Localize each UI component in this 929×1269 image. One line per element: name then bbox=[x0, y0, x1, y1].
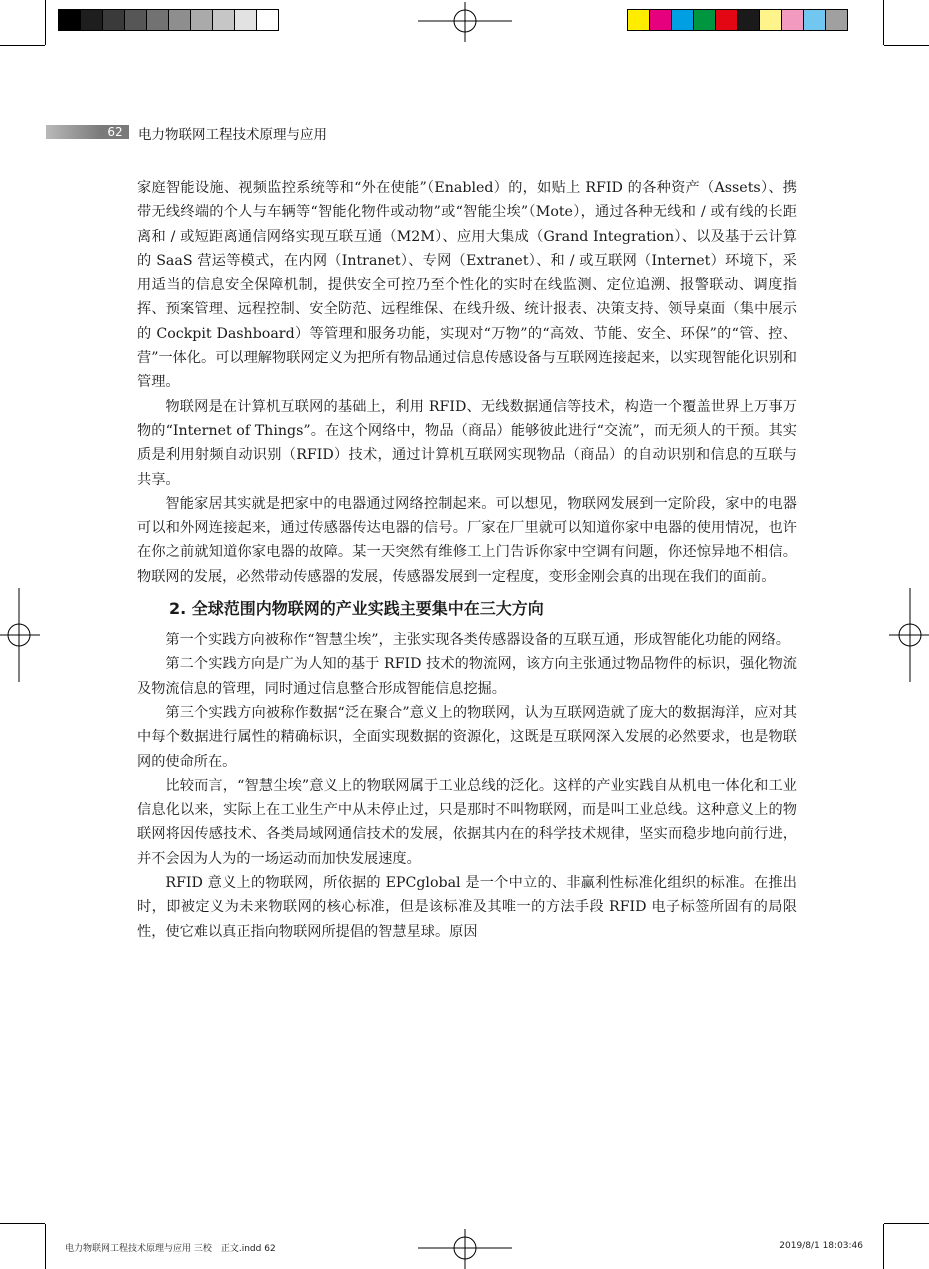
gray-swatch-6 bbox=[168, 9, 191, 31]
page-number: 62 bbox=[101, 125, 129, 139]
color-swatch-4 bbox=[693, 9, 716, 31]
gray-swatch-1 bbox=[58, 9, 81, 31]
color-swatch-6 bbox=[737, 9, 760, 31]
footer-timestamp: 2019/8/1 18:03:46 bbox=[779, 1241, 863, 1251]
color-swatch-2 bbox=[649, 9, 672, 31]
registration-mark-left bbox=[0, 588, 40, 682]
paragraph-7: 比较而言，“智慧尘埃”意义上的物联网属于工业总线的泛化。这样的产业实践自从机电一体化和工业信息化以来，实际上在工业生产中从未停止过，只是那时不叫物联网，而是叫工业总线。这种意义上的物联网将因传感技术、各类局域网通信技术的发展，依据其内在的科学技术规律，坚实而稳步地向前行进，并不会因为人为的一场运动而加快发展速度。 bbox=[137, 777, 797, 867]
gray-swatch-10 bbox=[256, 9, 279, 31]
color-swatch-1 bbox=[627, 9, 650, 31]
page-body bbox=[137, 176, 797, 944]
paragraph-4: 第一个实践方向被称作“智慧尘埃”，主张实现各类传感器设备的互联互通，形成智能化功能的网络。 bbox=[165, 632, 790, 649]
registration-mark-bottom bbox=[418, 1229, 512, 1269]
grayscale-calibration-bar bbox=[58, 9, 278, 31]
color-calibration-bar bbox=[627, 9, 847, 31]
color-swatch-9 bbox=[803, 9, 826, 31]
paragraph-3: 智能家居其实就是把家中的电器通过网络控制起来。可以想见，物联网发展到一定阶段，家中的电器可以和外网连接起来，通过传感器传达电器的信号。厂家在厂里就可以知道你家中电器的使用情况，也许在你之前就知道你家电器的故障。某一天突然有维修工上门告诉你家中空调有问题，你还惊异地不相信。物联网的发展，必然带动传感器的发展，传感器发展到一定程度，变形金刚会真的出现在我们的面前。 bbox=[137, 495, 797, 585]
paragraph-8: RFID 意义上的物联网，所依据的 EPCglobal 是一个中立的、非赢利性标准化组织的标准。在推出时，即被定义为未来物联网的核心标准，但是该标准及其唯一的方法手段 RFID 电子标签所固有的局限性，使它难以真正指向物联网所提倡的智慧星球。原因 bbox=[137, 875, 797, 940]
gray-swatch-8 bbox=[212, 9, 235, 31]
registration-mark-right bbox=[889, 588, 929, 682]
paragraph-6: 第三个实践方向被称作数据“泛在聚合”意义上的物联网，认为互联网造就了庞大的数据海洋，应对其中每个数据进行属性的精确标识，全面实现数据的资源化，这既是互联网深入发展的必然要求，也是物联网的使命所在。 bbox=[137, 704, 797, 770]
gray-swatch-4 bbox=[124, 9, 147, 31]
paragraph-5: 第二个实践方向是广为人知的基于 RFID 技术的物流网，该方向主张通过物品物件的标识，强化物流及物流信息的管理，同时通过信息整合形成智能信息挖掘。 bbox=[137, 656, 797, 697]
paragraph-2: 物联网是在计算机互联网的基础上，利用 RFID、无线数据通信等技术，构造一个覆盖世界上万事万物的“Internet of Things”。在这个网络中，物品（商品）能够彼此进行“交流”，而无须人的干预。其实质是利用射频自动识别（RFID）技术，通过计算机互联网实现物品（商品）的自动识别和信息的互联与共享。 bbox=[137, 398, 797, 488]
color-swatch-3 bbox=[671, 9, 694, 31]
gray-swatch-9 bbox=[234, 9, 257, 31]
gray-swatch-7 bbox=[190, 9, 213, 31]
color-swatch-8 bbox=[781, 9, 804, 31]
paragraph-1: 家庭智能设施、视频监控系统等和“外在使能”（Enabled）的，如贴上 RFID 的各种资产（Assets）、携带无线终端的个人与车辆等“智能化物件或动物”或“智能尘埃”（Mote），通过各种无线和 / 或有线的长距离和 / 或短距离通信网络实现互联互通（M2M）、应用大集成（Grand Integration）、以及基于云计算的 SaaS 营运等模式，在内网（Intranet）、专网（Extranet）、和 / 或互联网（Internet）环境下，采用适当的信息安全保障机制，提供安全可控乃至个性化的实时在线监测、定位追溯、报警联动、调度指挥、预案管理、远程控制、安全防范、远程维保、在线升级、统计报表、决策支持、领导桌面（集中展示的 Cockpit Dashboard）等管理和服务功能，实现对“万物”的“高效、节能、安全、环保”的“管、控、营”一体化。可以理解物联网定义为把所有物品通过信息传感设备与互联网连接起来，以实现智能化识别和管理。 bbox=[137, 180, 797, 391]
gray-swatch-2 bbox=[80, 9, 103, 31]
color-swatch-7 bbox=[759, 9, 782, 31]
header-band bbox=[46, 125, 101, 139]
running-header-title: 电力物联网工程技术原理与应用 bbox=[138, 127, 327, 143]
footer-file-info: 电力物联网工程技术原理与应用 三校 正文.indd 62 bbox=[65, 1244, 276, 1254]
color-swatch-5 bbox=[715, 9, 738, 31]
section-heading: 2. 全球范围内物联网的产业实践主要集中在三大方向 bbox=[169, 599, 544, 619]
registration-mark-top bbox=[418, 2, 512, 42]
color-swatch-10 bbox=[825, 9, 848, 31]
gray-swatch-3 bbox=[102, 9, 125, 31]
gray-swatch-5 bbox=[146, 9, 169, 31]
